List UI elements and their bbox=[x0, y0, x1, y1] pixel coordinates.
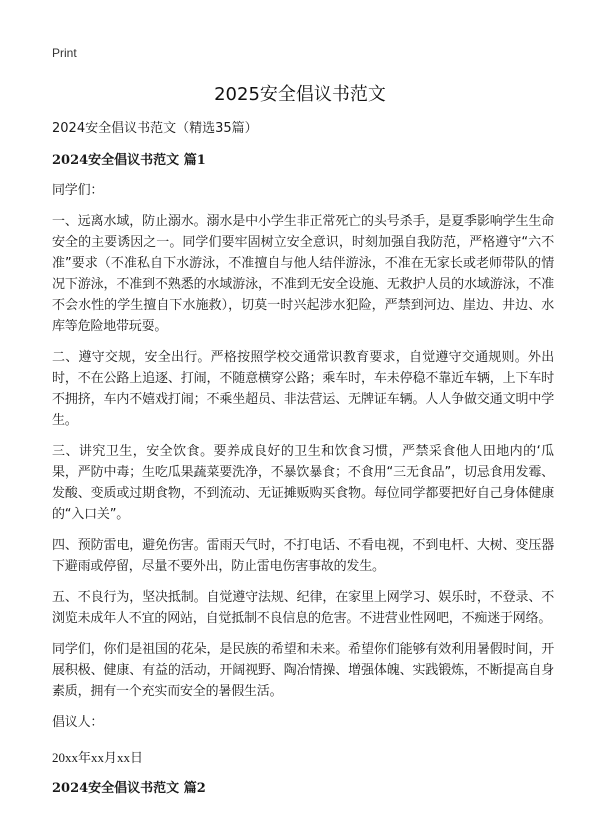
date-line: 20xx年xx月xx日 bbox=[52, 750, 144, 765]
signer-label: 倡议人： bbox=[52, 715, 104, 730]
document-subtitle: 2024安全倡议书范文（精选35篇） bbox=[52, 121, 258, 136]
greeting: 同学们： bbox=[52, 183, 104, 198]
section-heading-1: 2024安全倡议书范文 篇1 bbox=[52, 153, 206, 168]
paragraph-6: 同学们，你们是祖国的花朵，是民族的希望和未来。希望你们能够有效利用暑假时间，开展积极、健康、有益的活动，开阔视野、陶冶情操、增强体魄、实践锻炼，不断提高自身素质，拥有一个充实而安全的暑假生活。 bbox=[52, 642, 554, 699]
section-heading-2: 2024安全倡议书范文 篇2 bbox=[52, 781, 206, 796]
paragraph-5: 五、不良行为，坚决抵制。自觉遵守法规、纪律，在家里上网学习、娱乐时，不登录、不浏览未成年人不宜的网站，自觉抵制不良信息的危害。不进营业性网吧，不痴迷于网络。 bbox=[52, 590, 554, 626]
document-body bbox=[52, 120, 554, 798]
print-label[interactable]: Print bbox=[52, 46, 77, 60]
paragraph-3: 三、讲究卫生，安全饮食。要养成良好的卫生和饮食习惯，严禁采食他人田地内的‘瓜果，严防中毒；生吃瓜果蔬菜要洗净，不暴饮暴食；不食用“三无食品”，切忌食用发霉、发酸、变质或过期食物，不到流动、无证摊贩购买食物。每位同学都要把好自己身体健康的“入口关”。 bbox=[52, 444, 554, 522]
page-title: 2025安全倡议书范文 bbox=[214, 84, 386, 105]
paragraph-1: 一、远离水域，防止溺水。溺水是中小学生非正常死亡的头号杀手，是夏季影响学生生命安全的主要诱因之一。同学们要牢固树立安全意识，时刻加强自我防范，严格遵守“六不准”要求（不准私自下水游泳，不准擅自与他人结伴游泳，不准在无家长或老师带队的情况下游泳，不准到不熟悉的水域游泳，不准到无安全设施、无救护人员的水域游泳，不准不会水性的学生擅自下水施救），切莫一时兴起涉水犯险，严禁到河边、崖边、井边、水库等危险地带玩耍。 bbox=[52, 214, 554, 334]
paragraph-4: 四、预防雷电，避免伤害。雷雨天气时，不打电话、不看电视，不到电杆、大树、变压器下避雨或停留，尽量不要外出，防止雷电伤害事故的发生。 bbox=[52, 538, 554, 574]
paragraph-2: 二、遵守交规，安全出行。严格按照学校交通常识教育要求，自觉遵守交通规则。外出时，不在公路上追逐、打闹，不随意横穿公路；乘车时，车未停稳不靠近车辆，上下车时不拥挤，车内不嬉戏打闹；不乘坐超员、非法营运、无牌证车辆。人人争做交通文明中学生。 bbox=[52, 350, 554, 428]
